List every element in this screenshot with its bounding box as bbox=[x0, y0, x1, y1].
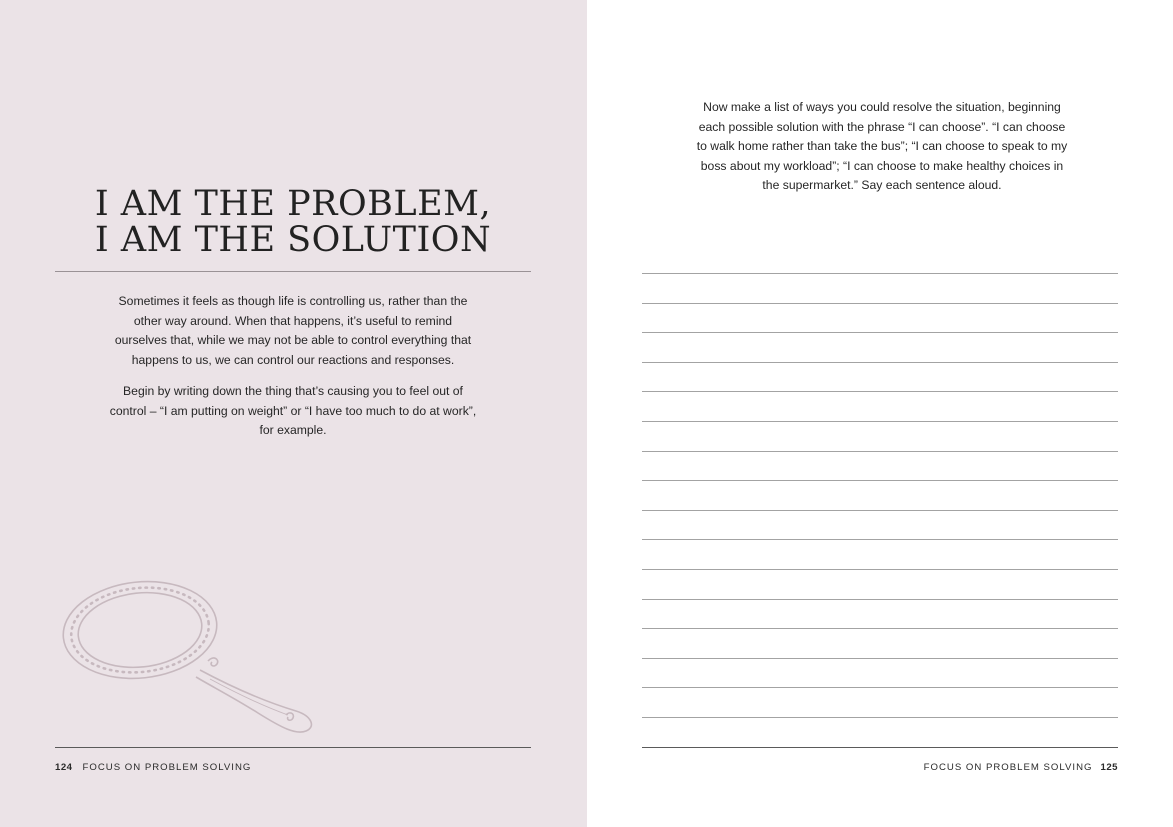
writing-line bbox=[642, 599, 1118, 600]
intro-text bbox=[107, 292, 479, 453]
page-footer bbox=[55, 762, 251, 773]
writing-line bbox=[642, 539, 1118, 540]
writing-line bbox=[642, 717, 1118, 718]
writing-line bbox=[642, 362, 1118, 363]
page-footer bbox=[924, 762, 1118, 773]
writing-line bbox=[642, 303, 1118, 304]
title-divider bbox=[55, 271, 531, 272]
running-head: FOCUS ON PROBLEM SOLVING bbox=[82, 762, 252, 773]
writing-line bbox=[642, 658, 1118, 659]
title-line-2: I AM THE SOLUTION bbox=[94, 220, 492, 260]
writing-line bbox=[642, 628, 1118, 629]
writing-line bbox=[642, 569, 1118, 570]
instructions-text: Now make a list of ways you could resolve the situation, beginning each possible solution with the phrase “I can choose”. “I can choose to walk home rather than take the bus”; “I can choose to speak to my boss about my workload”; “I can choose to make healthy choices in the supermarket.” Say each sentence aloud. bbox=[696, 100, 1068, 192]
writing-line bbox=[642, 391, 1118, 392]
footer-rule bbox=[55, 747, 531, 748]
intro-paragraph-1: Sometimes it feels as though life is controlling us, rather than the other way around. When that happens, it’s useful to remind ourselves that, while we may not be able to control everything that happens to us, we can control our reactions and responses. bbox=[114, 294, 472, 367]
right-page bbox=[587, 0, 1173, 827]
writing-line bbox=[642, 480, 1118, 481]
running-head: FOCUS ON PROBLEM SOLVING bbox=[923, 762, 1093, 773]
hand-mirror-icon bbox=[58, 575, 323, 737]
writing-line bbox=[642, 332, 1118, 333]
footer-rule bbox=[642, 747, 1118, 748]
intro-paragraph-2: Begin by writing down the thing that’s causing you to feel out of control – “I am putting on weight” or “I have too much to do at work”, for example. bbox=[109, 384, 477, 437]
writing-line bbox=[642, 273, 1118, 274]
writing-lines bbox=[642, 0, 1118, 827]
page-title bbox=[55, 186, 531, 258]
page-number: 124 bbox=[55, 762, 73, 773]
title-line-1: I AM THE PROBLEM, bbox=[94, 184, 492, 224]
writing-line bbox=[642, 421, 1118, 422]
writing-line bbox=[642, 510, 1118, 511]
page-number: 125 bbox=[1100, 762, 1118, 773]
writing-line bbox=[642, 687, 1118, 688]
writing-line bbox=[642, 451, 1118, 452]
